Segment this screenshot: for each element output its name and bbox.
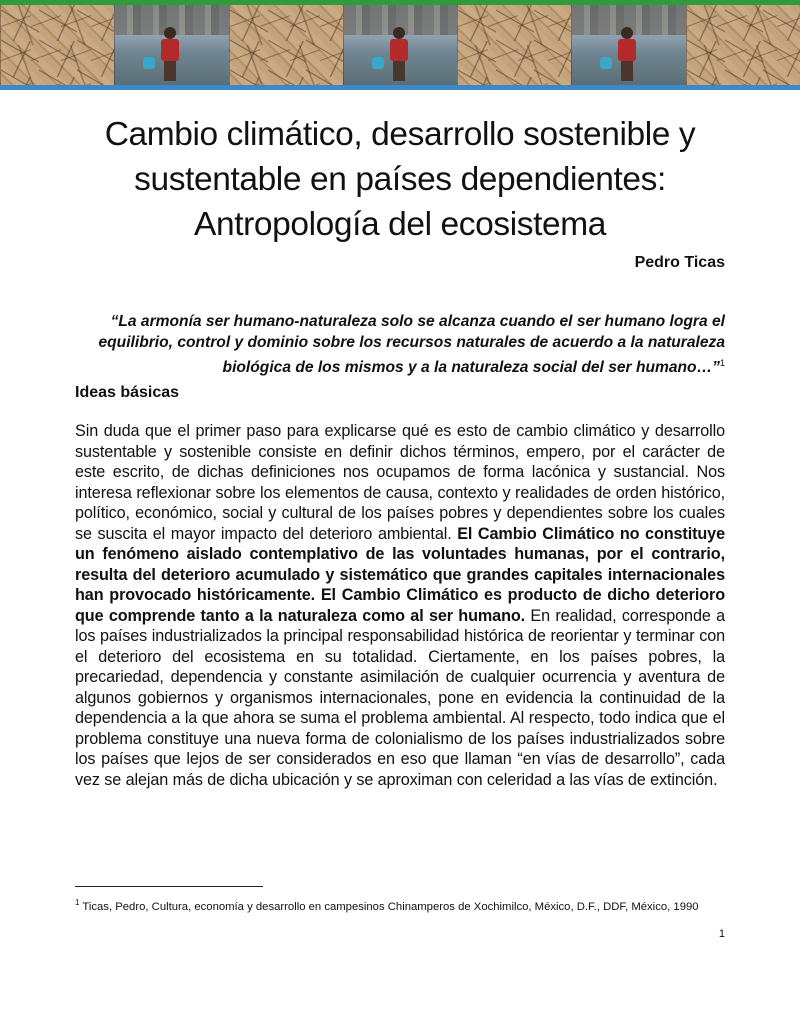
cracked-earth-photo [0, 5, 114, 85]
title-line: sustentable en países dependientes: [134, 161, 666, 198]
bucket-shape [600, 57, 612, 69]
flooded-street-child-photo [571, 5, 685, 85]
page-number: 1 [718, 928, 725, 940]
epigraph-quote [75, 311, 725, 378]
footnote-reference[interactable]: 1 [719, 358, 725, 368]
title-line: Antropología del ecosistema [194, 206, 606, 243]
child-figure [616, 27, 638, 83]
flooded-street-child-photo [343, 5, 457, 85]
title-line: Cambio climático, desarrollo sostenible y [104, 116, 696, 153]
section-heading: Ideas básicas [75, 384, 180, 401]
banner-bottom-band [0, 85, 800, 90]
paragraph-text: Sin duda que el primer paso para explicarse qué es esto de cambio climático y desarrollo sustentable y sostenible consiste en definir dichos términos, empero, por el carácter de este escrito, de dichas definiciones nos ocupamos de forma lacónica y sustancial. Nos interesa reflexionar sobre los elementos de causa, contexto y realidades de orden histórico, político, económico, social y cultural de los países pobres y dependientes sobre los cuales se suscita el mayor impacto del deterioro ambiental. [75, 422, 725, 543]
banner-image-strip [0, 5, 800, 85]
bucket-shape [372, 57, 384, 69]
footnote [75, 895, 735, 915]
cracked-earth-photo [686, 5, 800, 85]
child-figure [388, 27, 410, 83]
footnote-mark: 1 [75, 898, 80, 907]
child-figure [159, 27, 181, 83]
bucket-shape [143, 57, 155, 69]
paragraph-emphasis: El Cambio Climático no constituye un fenómeno aislado contemplativo de las voluntades humanas, por el contrario, resulta del deterioro acumulado y sistemático que grandes capitales internacionales han provocado históricamente. El Cambio Climático es producto de dicho deterioro que comprende tanto a la naturaleza como al ser humano. [75, 524, 725, 625]
cracked-earth-photo [457, 5, 571, 85]
flooded-street-child-photo [114, 5, 228, 85]
footnote-divider [75, 886, 263, 887]
document-title [60, 112, 740, 247]
author-name: Pedro Ticas [634, 254, 725, 271]
footnote-text: Ticas, Pedro, Cultura, economía y desarrollo en campesinos Chinamperos de Xochimilco, México, D.F., DDF, México, 1990 [79, 900, 699, 913]
paragraph-text: En realidad, corresponde a los países industrializados la principal responsabilidad histórica de reorientar y terminar con el deterioro del ecosistema en su totalidad. Ciertamente, en los países pobres, la precariedad, dependencia y constante asimilación de cualquier ocurrencia y aventura de algunos gobiernos y organismos internacionales, pone en evidencia la continuidad de la dependencia a la que ahora se suma el problema ambiental. Al respecto, todo indica que el problema constituye una nueva forma de colonialismo de los países industrializados sobre los países que lejos de ser considerados en eso que llaman “en vías de desarrollo”, cada vez se alejan más de dicha ubicación y se aproximan con celeridad a las vías de extinción. [75, 606, 725, 789]
body-paragraph [75, 421, 725, 790]
header-banner [0, 0, 800, 90]
cracked-earth-photo [229, 5, 343, 85]
epigraph-text: “La armonía ser humano-naturaleza solo se alcanza cuando el ser humano logra el equilibrio, control y dominio sobre los recursos naturales de acuerdo a la naturaleza biológica de los mismos y a la naturaleza social del ser humano…” [98, 313, 725, 377]
